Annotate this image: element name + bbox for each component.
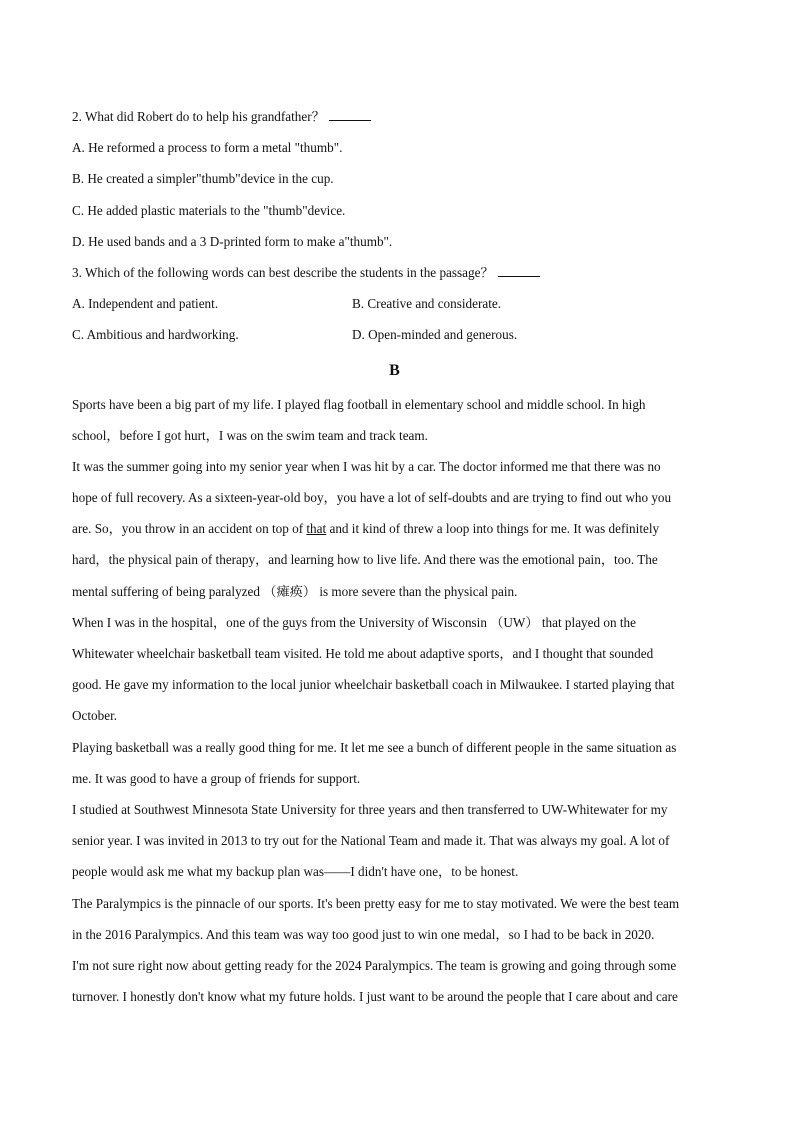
passage-line: October.	[72, 708, 118, 724]
answer-blank[interactable]	[498, 264, 540, 277]
passage-line: in the 2016 Paralympics. And this team was way too good just to win one medal，so I had to be back in 2020.	[72, 926, 655, 942]
answer-blank[interactable]	[329, 108, 371, 121]
passage-line: Playing basketball was a really good thing for me. It let me see a bunch of different people in the same situation as	[72, 739, 677, 755]
question-3-options-row-1	[72, 288, 717, 319]
question-2-option-c: C. He added plastic materials to the "thumb"device.	[72, 202, 346, 218]
passage-text: are. So，you throw in an accident on top of	[72, 521, 307, 537]
section-title: B	[389, 361, 400, 379]
question-2-text: 2. What did Robert do to help his grandfather？	[72, 109, 325, 124]
passage-text: and it kind of threw a loop into things for me. It was definitely	[326, 521, 660, 537]
underlined-word: that	[306, 521, 327, 537]
page-content	[72, 101, 717, 1012]
passage-line: When I was in the hospital，one of the guys from the University of Wisconsin （UW） that played on the	[72, 614, 636, 630]
passage-line: hope of full recovery. As a sixteen-year-old boy，you have a lot of self-doubts and are trying to find out who you	[72, 490, 672, 506]
passage-line: good. He gave my information to the local junior wheelchair basketball coach in Milwaukee. I started playing that	[72, 677, 675, 693]
passage-line: mental suffering of being paralyzed （瘫痪） is more severe than the physical pain.	[72, 583, 518, 599]
passage-line: Whitewater wheelchair basketball team visited. He told me about adaptive sports，and I thought that sounded	[72, 646, 654, 661]
question-3	[72, 257, 717, 288]
passage-line: school，before I got hurt，I was on the swim team and track team.	[72, 427, 428, 443]
question-3-option-a: A. Independent and patient.	[72, 296, 219, 312]
question-2-option-d: D. He used bands and a 3 D-printed form to make a"thumb".	[72, 233, 393, 249]
passage-line: hard，the physical pain of therapy，and learning how to live life. And there was the emotional pain，too. The	[72, 552, 658, 568]
passage-line: I studied at Southwest Minnesota State University for three years and then transferred to UW-Whitewater for my	[72, 801, 668, 817]
question-3-option-c: C. Ambitious and hardworking.	[72, 327, 239, 343]
passage-line: turnover. I honestly don't know what my future holds. I just want to be around the people that I care about and care	[72, 989, 678, 1005]
question-2-option-b: B. He created a simpler"thumb"device in the cup.	[72, 171, 334, 187]
passage-line: senior year. I was invited in 2013 to try out for the National Team and made it. That was always my goal. A lot of	[72, 833, 670, 849]
passage-line: It was the summer going into my senior year when I was hit by a car. The doctor informed me that there was no	[72, 458, 661, 474]
passage-line: The Paralympics is the pinnacle of our sports. It's been pretty easy for me to stay motivated. We were the best team	[72, 895, 680, 911]
passage-line: me. It was good to have a group of friends for support.	[72, 770, 361, 786]
question-2-option-a: A. He reformed a process to form a metal "thumb".	[72, 140, 343, 156]
question-3-option-d: D. Open-minded and generous.	[352, 327, 518, 343]
question-3-option-b: B. Creative and considerate.	[352, 296, 502, 312]
passage-line	[72, 513, 717, 544]
passage-line: Sports have been a big part of my life. I played flag football in elementary school and middle school. In high	[72, 396, 646, 412]
passage-line: I'm not sure right now about getting ready for the 2024 Paralympics. The team is growing and going through some	[72, 957, 677, 973]
question-2	[72, 101, 717, 132]
question-3-options-row-2	[72, 319, 717, 350]
passage-line: people would ask me what my backup plan was——I didn't have one，to be honest.	[72, 864, 519, 880]
question-3-text: 3. Which of the following words can best describe the students in the passage？	[72, 264, 494, 280]
